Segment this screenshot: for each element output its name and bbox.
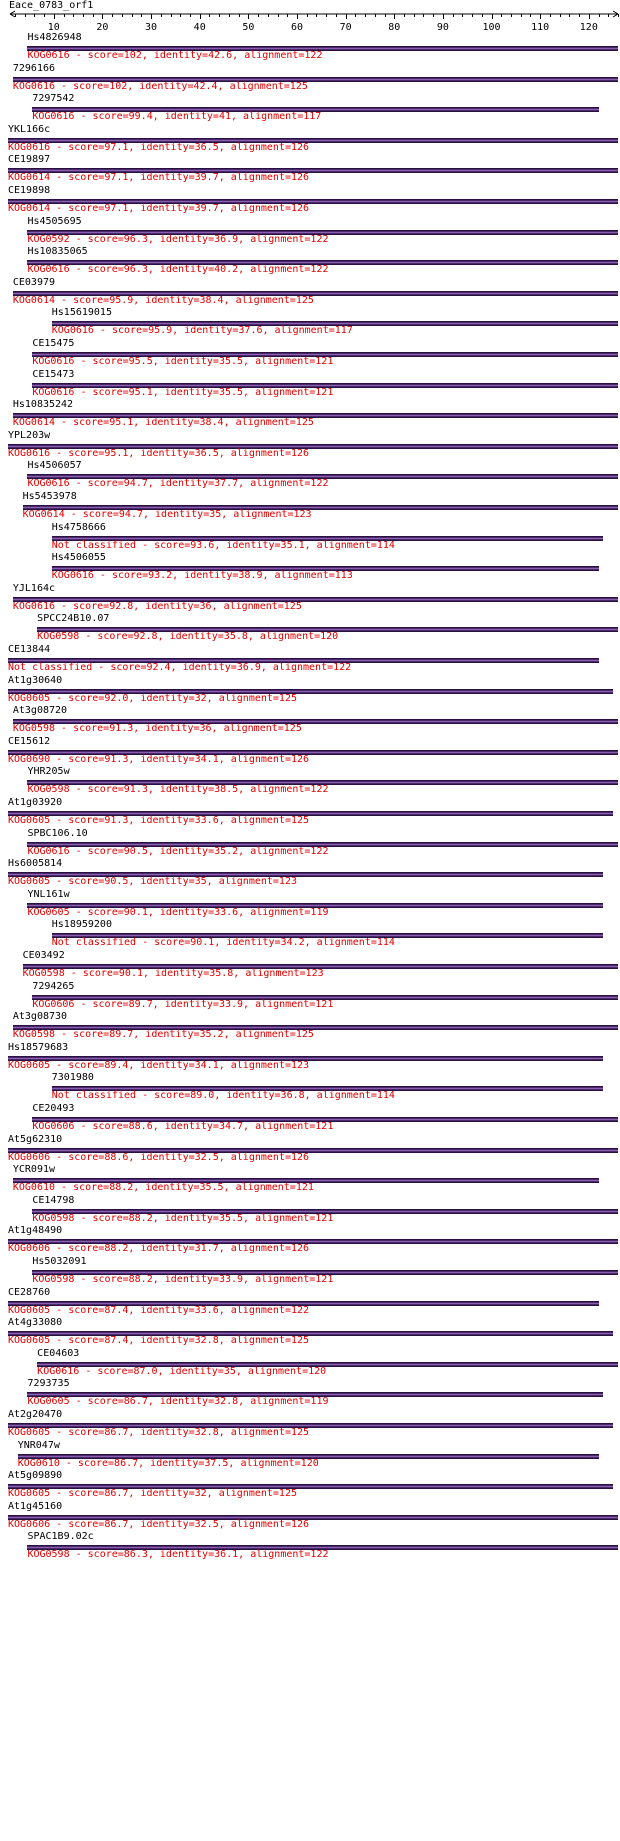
hit-name: Hs4826948: [27, 32, 82, 43]
hit-row: [8, 675, 613, 705]
hit-row: [13, 705, 618, 735]
hit-row: [23, 950, 618, 980]
hit-info: KOG0598 - score=90.1, identity=35.8, alignment=123: [22, 968, 324, 979]
hit-info: KOG0610 - score=88.2, identity=35.5, alignment=121: [12, 1182, 314, 1193]
hit-info: KOG0616 - score=97.1, identity=36.5, alignment=126: [8, 142, 310, 153]
hit-name: CE14798: [32, 1195, 75, 1206]
hit-row: [37, 1348, 618, 1378]
hit-name: CE04603: [37, 1348, 80, 1359]
hit-row: [8, 1134, 618, 1164]
hit-row: [8, 644, 599, 674]
hit-name: At4g33080: [8, 1317, 63, 1328]
hit-info: KOG0606 - score=88.6, identity=34.7, alignment=121: [32, 1121, 334, 1132]
hit-row: [27, 889, 603, 919]
hit-info: KOG0610 - score=86.7, identity=37.5, alignment=120: [17, 1458, 319, 1469]
hit-row: [8, 185, 618, 215]
hit-info: KOG0614 - score=97.1, identity=39.7, alignment=126: [8, 172, 310, 183]
hit-info: KOG0616 - score=95.5, identity=35.5, alignment=121: [32, 356, 334, 367]
hit-row: [13, 63, 618, 93]
hit-info: KOG0605 - score=87.4, identity=32.8, alignment=125: [8, 1335, 310, 1346]
hit-row: [32, 369, 618, 399]
hit-row: [13, 1011, 618, 1041]
hit-name: Hs5032091: [32, 1256, 87, 1267]
hit-name: Hs18959200: [51, 919, 112, 930]
hit-row: [8, 124, 618, 154]
hit-info: Not classified - score=92.4, identity=36.9, alignment=122: [8, 662, 352, 673]
hit-name: Hs4758666: [51, 522, 106, 533]
hit-name: CE13844: [8, 644, 51, 655]
hit-info: KOG0616 - score=95.1, identity=36.5, alignment=126: [8, 448, 310, 459]
hit-row: [52, 522, 604, 552]
hit-name: 7297542: [32, 93, 75, 104]
query-title: Eace_0783_orf1: [9, 0, 94, 11]
hit-info: KOG0605 - score=90.1, identity=33.6, alignment=119: [27, 907, 329, 918]
hit-row: [8, 430, 618, 460]
hit-info: Not classified - score=93.6, identity=35.1, alignment=114: [51, 540, 395, 551]
hit-row: [13, 399, 618, 429]
hit-name: CE15473: [32, 369, 75, 380]
hit-row: [8, 1042, 603, 1072]
hit-name: CE20493: [32, 1103, 75, 1114]
hit-info: KOG0616 - score=99.4, identity=41, alignment=117: [32, 111, 322, 122]
hit-row: [32, 981, 618, 1011]
hit-name: CE28760: [8, 1287, 51, 1298]
hit-name: At2g20470: [8, 1409, 63, 1420]
hit-info: KOG0605 - score=87.4, identity=33.6, alignment=122: [8, 1305, 310, 1316]
hit-row: [8, 1225, 618, 1255]
hit-name: Hs6005814: [8, 858, 63, 869]
hit-info: KOG0605 - score=86.7, identity=32.8, alignment=119: [27, 1396, 329, 1407]
hit-name: YHR205w: [27, 766, 70, 777]
ruler-tick-label: 100: [482, 22, 501, 33]
hit-name: Hs4505695: [27, 216, 82, 227]
hit-row: [37, 613, 618, 643]
ruler-tick-label: 80: [388, 22, 401, 33]
ruler-tick-label: 60: [290, 22, 303, 33]
hit-row: [8, 1470, 613, 1500]
hit-name: At1g45160: [8, 1501, 63, 1512]
hit-row: [27, 32, 618, 62]
hit-name: Hs15619015: [51, 307, 112, 318]
hit-info: KOG0614 - score=94.7, identity=35, alignment=123: [22, 509, 312, 520]
hit-name: SPAC1B9.02c: [27, 1531, 94, 1542]
hit-row: [27, 1378, 603, 1408]
hit-info: KOG0605 - score=86.7, identity=32.8, alignment=125: [8, 1427, 310, 1438]
hit-row: [32, 1195, 618, 1225]
hit-name: CE19898: [8, 185, 51, 196]
hit-row: [8, 1317, 613, 1347]
hit-row: [8, 1409, 613, 1439]
hit-info: KOG0605 - score=90.5, identity=35, alignment=123: [8, 876, 297, 887]
ruler-tick-label: 40: [193, 22, 206, 33]
hit-info: KOG0616 - score=87.0, identity=35, alignment=120: [37, 1366, 327, 1377]
hit-row: [18, 1440, 599, 1470]
hit-info: KOG0606 - score=89.7, identity=33.9, alignment=121: [32, 999, 334, 1010]
hit-info: KOG0605 - score=91.3, identity=33.6, alignment=125: [8, 815, 310, 826]
hit-info: KOG0616 - score=95.9, identity=37.6, alignment=117: [51, 325, 353, 336]
ruler-tick-label: 10: [47, 22, 60, 33]
hit-name: Hs5453978: [22, 491, 77, 502]
hit-name: CE03979: [12, 277, 56, 288]
hit-row: [13, 277, 618, 307]
hit-name: Hs4506055: [51, 552, 106, 563]
hit-row: [23, 491, 618, 521]
hit-info: KOG0616 - score=94.7, identity=37.7, alignment=122: [27, 478, 329, 489]
hit-row: [27, 828, 618, 858]
hit-row: [52, 1072, 604, 1102]
hit-info: KOG0606 - score=86.7, identity=32.5, alignment=126: [8, 1519, 310, 1530]
hit-name: CE15612: [8, 736, 51, 747]
ruler-tick-label: 110: [531, 22, 550, 33]
hit-info: KOG0605 - score=86.7, identity=32, alignment=125: [8, 1488, 297, 1499]
hit-info: KOG0614 - score=97.1, identity=39.7, alignment=126: [8, 203, 310, 214]
hit-name: YNR047w: [17, 1440, 60, 1451]
hit-info: KOG0605 - score=92.0, identity=32, alignment=125: [8, 693, 297, 704]
hit-info: KOG0616 - score=90.5, identity=35.2, alignment=122: [27, 846, 329, 857]
hit-info: KOG0616 - score=102, identity=42.6, alignment=122: [27, 50, 323, 61]
hit-name: YNL161w: [27, 889, 70, 900]
hit-name: YCR091w: [12, 1164, 56, 1175]
hit-name: At5g62310: [8, 1134, 63, 1145]
hit-row: [32, 93, 598, 123]
hit-name: At3g08720: [12, 705, 68, 716]
hit-name: At1g30640: [8, 675, 63, 686]
hit-row: [8, 797, 613, 827]
hit-info: KOG0606 - score=88.6, identity=32.5, alignment=126: [8, 1152, 310, 1163]
hit-row: [32, 1103, 618, 1133]
hit-info: Not classified - score=90.1, identity=34.2, alignment=114: [51, 937, 395, 948]
hit-name: Hs10835242: [12, 399, 74, 410]
hit-row: [27, 1531, 618, 1561]
hit-info: KOG0614 - score=95.9, identity=38.4, alignment=125: [12, 295, 314, 306]
hit-name: Hs4506057: [27, 460, 82, 471]
hit-row: [8, 736, 618, 766]
hit-name: 7301980: [51, 1072, 94, 1083]
hit-name: At5g09890: [8, 1470, 63, 1481]
hit-info: KOG0592 - score=96.3, identity=36.9, alignment=122: [27, 234, 329, 245]
hit-info: KOG0606 - score=88.2, identity=31.7, alignment=126: [8, 1243, 310, 1254]
hit-info: KOG0605 - score=89.4, identity=34.1, alignment=123: [8, 1060, 310, 1071]
hit-info: KOG0616 - score=92.8, identity=36, alignment=125: [12, 601, 302, 612]
hit-row: [8, 858, 603, 888]
hit-info: KOG0598 - score=88.2, identity=35.5, alignment=121: [32, 1213, 334, 1224]
hit-info: Not classified - score=89.0, identity=36.8, alignment=114: [51, 1090, 395, 1101]
hit-row: [52, 307, 618, 337]
hit-info: KOG0598 - score=89.7, identity=35.2, alignment=125: [12, 1029, 314, 1040]
hit-row: [8, 154, 618, 184]
hit-info: KOG0598 - score=91.3, identity=36, alignment=125: [12, 723, 302, 734]
hit-name: Hs10835065: [27, 246, 88, 257]
hit-row: [27, 460, 618, 490]
hit-name: SPCC24B10.07: [37, 613, 110, 624]
hit-name: 7294265: [32, 981, 75, 992]
hit-name: CE19897: [8, 154, 51, 165]
hit-name: 7293735: [27, 1378, 70, 1389]
hit-row: [8, 1501, 618, 1531]
hit-info: KOG0598 - score=92.8, identity=35.8, alignment=120: [37, 631, 339, 642]
hit-row: [27, 216, 618, 246]
ruler-tick-label: 50: [242, 22, 255, 33]
hit-info: KOG0598 - score=88.2, identity=33.9, alignment=121: [32, 1274, 334, 1285]
hit-info: KOG0616 - score=95.1, identity=35.5, alignment=121: [32, 387, 334, 398]
hit-row: [13, 583, 618, 613]
hit-name: CE03492: [22, 950, 65, 961]
hit-info: KOG0598 - score=91.3, identity=38.5, alignment=122: [27, 784, 329, 795]
ruler-tick-label: 30: [145, 22, 158, 33]
hit-row: [52, 919, 604, 949]
hit-row: [13, 1164, 599, 1194]
hit-row: [27, 766, 618, 796]
hit-name: 7296166: [12, 63, 56, 74]
hit-row: [32, 338, 618, 368]
hit-name: YJL164c: [12, 583, 56, 594]
hit-row: [52, 552, 599, 582]
hit-name: YKL166c: [8, 124, 51, 135]
hit-row: [8, 1287, 599, 1317]
ruler-tick-label: 70: [339, 22, 352, 33]
hit-name: At1g48490: [8, 1225, 63, 1236]
hit-info: KOG0614 - score=95.1, identity=38.4, alignment=125: [12, 417, 314, 428]
hit-info: KOG0598 - score=86.3, identity=36.1, alignment=122: [27, 1549, 329, 1560]
hit-row: [27, 246, 618, 276]
hit-name: SPBC106.10: [27, 828, 88, 839]
ruler-tick-label: 90: [436, 22, 449, 33]
ruler-tick-label: 20: [96, 22, 109, 33]
hit-info: KOG0616 - score=102, identity=42.4, alignment=125: [12, 81, 308, 92]
hit-name: Hs18579683: [8, 1042, 69, 1053]
hit-name: YPL203w: [8, 430, 51, 441]
hit-info: KOG0616 - score=93.2, identity=38.9, alignment=113: [51, 570, 353, 581]
hit-row: [32, 1256, 618, 1286]
position-ruler: [0, 0, 620, 34]
hit-info: KOG0616 - score=96.3, identity=40.2, alignment=122: [27, 264, 329, 275]
hit-info: KOG0690 - score=91.3, identity=34.1, alignment=126: [8, 754, 310, 765]
ruler-tick-label: 120: [579, 22, 598, 33]
hit-name: CE15475: [32, 338, 75, 349]
hit-name: At3g08730: [12, 1011, 68, 1022]
hit-name: At1g03920: [8, 797, 63, 808]
